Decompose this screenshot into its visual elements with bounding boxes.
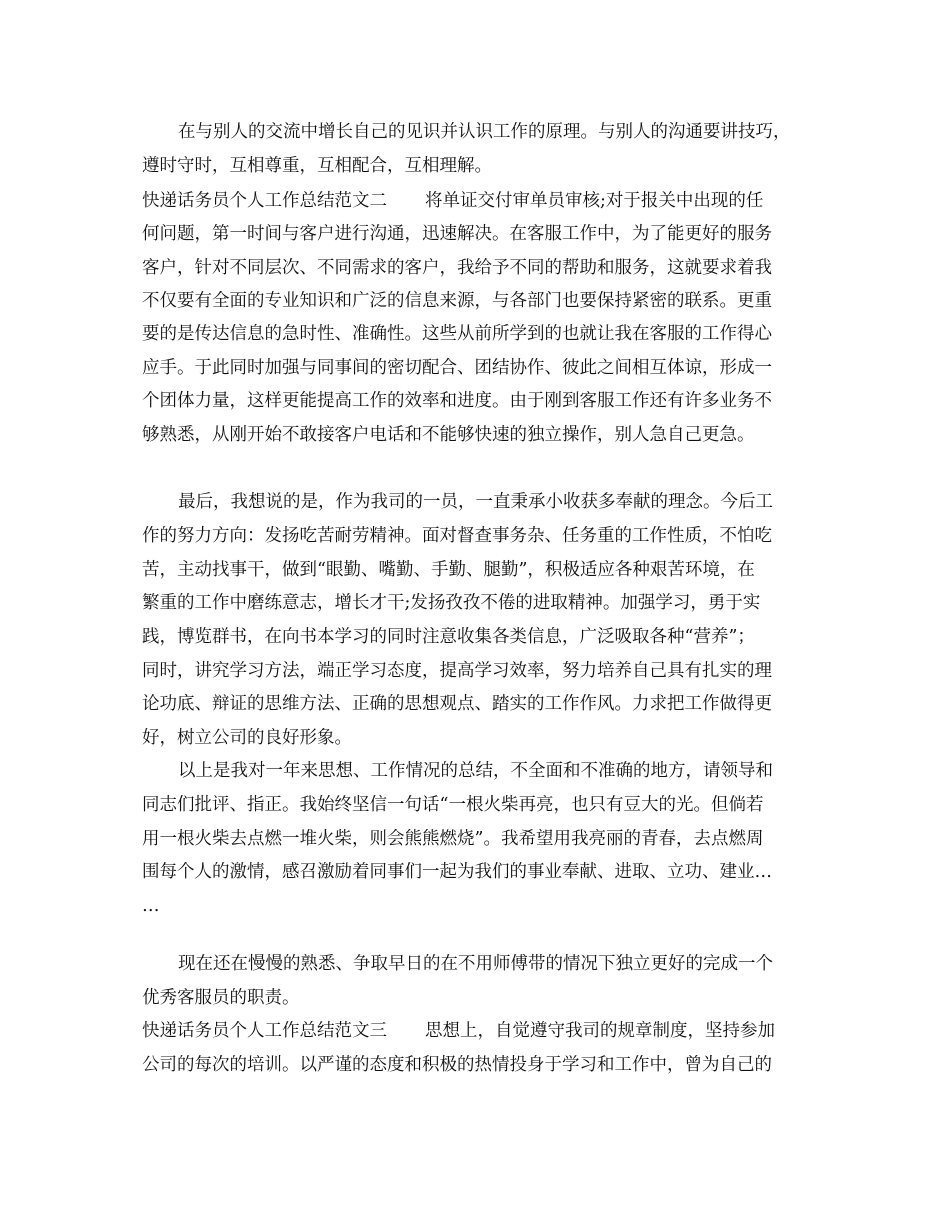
section-2-heading: 快递话务员个人工作总结范文二 bbox=[142, 191, 387, 211]
paragraph-4-line-1: 以上是我对一年来思想、工作情况的总结，不全面和不准确的地方，请领导和 bbox=[178, 761, 773, 781]
paragraph-1-line-1: 在与别人的交流中增长自己的见识并认识工作的原理。与别人的沟通要讲技巧， bbox=[178, 122, 791, 142]
section-2-line-7: 个团体力量，这样更能提高工作的效率和进度。由于刚到客服工作还有许多业务不 bbox=[142, 391, 772, 411]
paragraph-3-line-8: 好，树立公司的良好形象。 bbox=[142, 728, 352, 748]
section-3-line-2: 公司的每次的培训。以严谨的态度和积极的热情投身于学习和工作中，曾为自己的 bbox=[142, 1055, 772, 1075]
section-2-line-8: 够熟悉，从刚开始不敢接客户电话和不能够快速的独立操作，别人急自己更急。 bbox=[142, 425, 755, 445]
section-3-heading: 快递话务员个人工作总结范文三 bbox=[142, 1021, 387, 1041]
paragraph-5-line-1: 现在还在慢慢的熟悉、争取早日的在不用师傅带的情况下独立更好的完成一个 bbox=[178, 954, 773, 974]
paragraph-3-line-7: 论功底、辩证的思维方法、正确的思想观点、踏实的工作作风。力求把工作做得更 bbox=[142, 694, 772, 714]
section-2-line-5: 要的是传达信息的急时性、准确性。这些从前所学到的也就让我在客服的工作得心 bbox=[142, 324, 772, 344]
section-2-first-line bbox=[142, 190, 763, 212]
paragraph-4-line-2: 同志们批评、指正。我始终坚信一句话“一根火柴再亮，也只有豆大的光。但倘若 bbox=[142, 795, 764, 815]
section-3-first-line bbox=[142, 1020, 775, 1042]
section-2-line-3: 客户，针对不同层次、不同需求的客户，我给予不同的帮助和服务，这就要求着我 bbox=[142, 258, 772, 278]
paragraph-4-line-3: 用一根火柴去点燃一堆火柴，则会熊熊燃烧”。我希望用我亮丽的青春，去点燃周 bbox=[142, 829, 764, 849]
section-2-line-1-rest: 将单证交付审单员审核;对于报关中出现的任 bbox=[425, 191, 764, 211]
section-3-line-1-rest: 思想上，自觉遵守我司的规章制度，坚持参加 bbox=[425, 1021, 775, 1041]
paragraph-4-line-5: … bbox=[142, 896, 160, 916]
section-2-line-6: 应手。于此同时加强与同事间的密切配合、团结协作、彼此之间相互体谅，形成一 bbox=[142, 358, 772, 378]
paragraph-3-line-3: 苦，主动找事干，做到“眼勤、嘴勤、手勤、腿勤”，积极适应各种艰苦环境，在 bbox=[142, 560, 755, 580]
paragraph-3-line-1: 最后，我想说的是，作为我司的一员，一直秉承小收获多奉献的理念。今后工 bbox=[178, 492, 773, 512]
paragraph-4-line-4: 围每个人的激情，感召激励着同事们一起为我们的事业奉献、进取、立功、建业… bbox=[142, 862, 772, 882]
section-2-line-2: 何问题，第一时间与客户进行沟通，迅速解决。在客服工作中，为了能更好的服务 bbox=[142, 224, 772, 244]
paragraph-1-line-2: 遵时守时，互相尊重，互相配合，互相理解。 bbox=[142, 156, 492, 176]
paragraph-3-line-6: 同时，讲究学习方法，端正学习态度，提高学习效率，努力培养自己具有扎实的理 bbox=[142, 661, 772, 681]
section-2-line-4: 不仅要有全面的专业知识和广泛的信息来源，与各部门也要保持紧密的联系。更重 bbox=[142, 291, 772, 311]
paragraph-3-line-2: 作的努力方向：发扬吃苦耐劳精神。面对督查事务杂、任务重的工作性质，不怕吃 bbox=[142, 526, 772, 546]
paragraph-3-line-5: 践，博览群书，在向书本学习的同时注意收集各类信息，广泛吸取各种“营养”； bbox=[142, 627, 755, 647]
paragraph-5-line-2: 优秀客服员的职责。 bbox=[142, 988, 300, 1008]
paragraph-3-line-4: 繁重的工作中磨练意志，增长才干;发扬孜孜不倦的进取精神。加强学习，勇于实 bbox=[142, 593, 761, 613]
